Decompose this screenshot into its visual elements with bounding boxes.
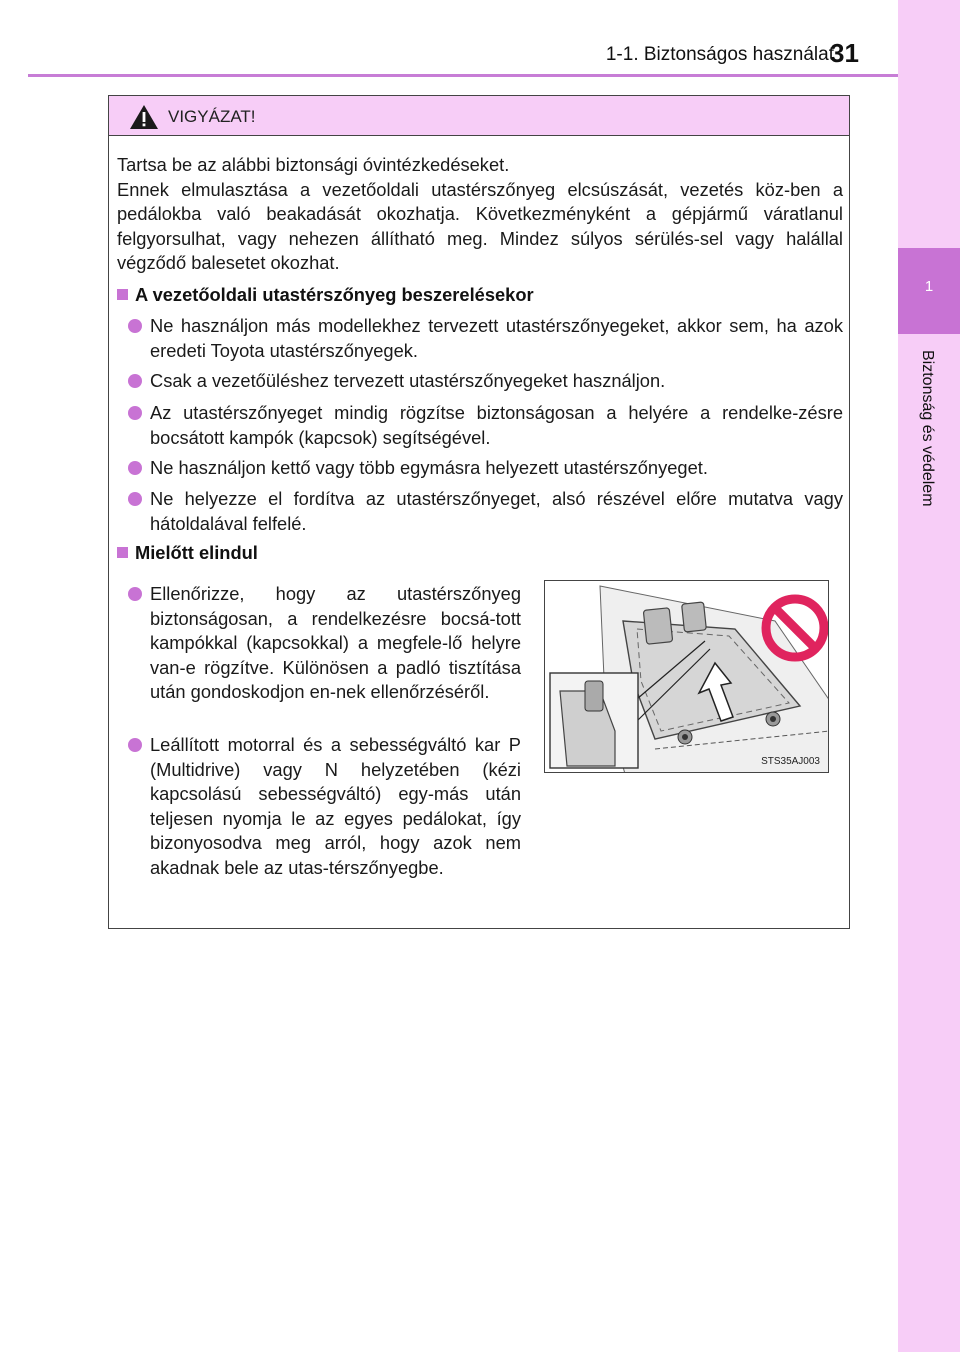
warning-header: [109, 96, 849, 136]
section-heading-installation: [117, 284, 534, 306]
round-bullet-icon: [128, 406, 142, 420]
list-item-text: Ne helyezze el fordítva az utastérszőnyeget, alsó részével előre mutatva vagy hátoldalával felfelé.: [150, 488, 843, 534]
chapter-side-tab: [898, 0, 960, 1352]
floor-mat-drawing: [545, 581, 829, 773]
warning-intro: [117, 153, 843, 276]
section-heading-text: Mielőtt elindul: [135, 542, 258, 563]
list-item: [128, 401, 843, 450]
list-item-text: Csak a vezetőüléshez tervezett utastérszőnyegeket használjon.: [150, 370, 666, 391]
list-item-text: Ne használjon más modellekhez tervezett utastérszőnyegeket, akkor sem, ha azok eredeti Toyota utastérszőnyegek.: [150, 315, 843, 361]
square-bullet-icon: [117, 547, 128, 558]
warning-box: [108, 95, 850, 929]
header-rule: [28, 74, 898, 77]
round-bullet-icon: [128, 738, 142, 752]
intro-first-line: Tartsa be az alábbi biztonsági óvintézkedéseket.: [117, 154, 510, 175]
chapter-label: Biztonság és védelem: [919, 350, 936, 507]
list-item-text: Ne használjon kettő vagy több egymásra helyezett utastérszőnyeget.: [150, 457, 708, 478]
list-item: [128, 314, 843, 363]
round-bullet-icon: [128, 492, 142, 506]
section-heading-text: A vezetőoldali utastérszőnyeg beszerelésekor: [135, 284, 534, 305]
warning-label: VIGYÁZAT!: [168, 107, 256, 126]
intro-paragraph: Ennek elmulasztása a vezetőoldali utastérszőnyeg elcsúszását, vezetés köz-ben a pedálokba való beakadását okozhatja. Következményként a gépjármű váratlanul felgyorsulhat, vagy nehezen állítható meg. Mindez súlyos sérülés-sel vagy halállal végződő balesetet okozhat.: [117, 178, 843, 273]
list-item: [128, 487, 843, 536]
floor-mat-illustration: [544, 580, 829, 773]
figure-code: STS35AJ003: [761, 756, 820, 767]
list-item: [128, 369, 843, 394]
round-bullet-icon: [128, 587, 142, 601]
page-number: 31: [830, 38, 859, 68]
section-heading-before-driving: [117, 542, 258, 564]
list-item: [128, 456, 843, 481]
square-bullet-icon: [117, 289, 128, 300]
list-item-text: Leállított motorral és a sebességváltó kar P (Multidrive) vagy N helyzetében (kézi kapcsolású sebességváltó) egy-más után teljesen nyomja le az egyes pedálokat, így bizonyosodva meg arról, hogy azok nem akadnak bele az utas-térszőnyegbe.: [150, 734, 521, 878]
warning-triangle-icon: [129, 104, 159, 130]
list-item-text: Ellenőrizze, hogy az utastérszőnyeg biztonságosan, a rendelkezésre bocsá-tott kampókkal (kapcsokkal) a megfele-lő helyre van-e rögzítve. Különösen a padló tisztítása után gondoskodjon en-nek ellenőrzéséről.: [150, 583, 521, 702]
list-item: [128, 733, 521, 880]
round-bullet-icon: [128, 374, 142, 388]
list-item: [128, 582, 521, 705]
round-bullet-icon: [128, 319, 142, 333]
list-item-text: Az utastérszőnyeget mindig rögzítse biztonságosan a helyére a rendelke-zésre bocsátott kampók (kapcsok) segítségével.: [150, 402, 843, 448]
round-bullet-icon: [128, 461, 142, 475]
running-header-title: 1-1. Biztonságos használat: [605, 44, 834, 65]
chapter-number: 1: [924, 278, 934, 295]
